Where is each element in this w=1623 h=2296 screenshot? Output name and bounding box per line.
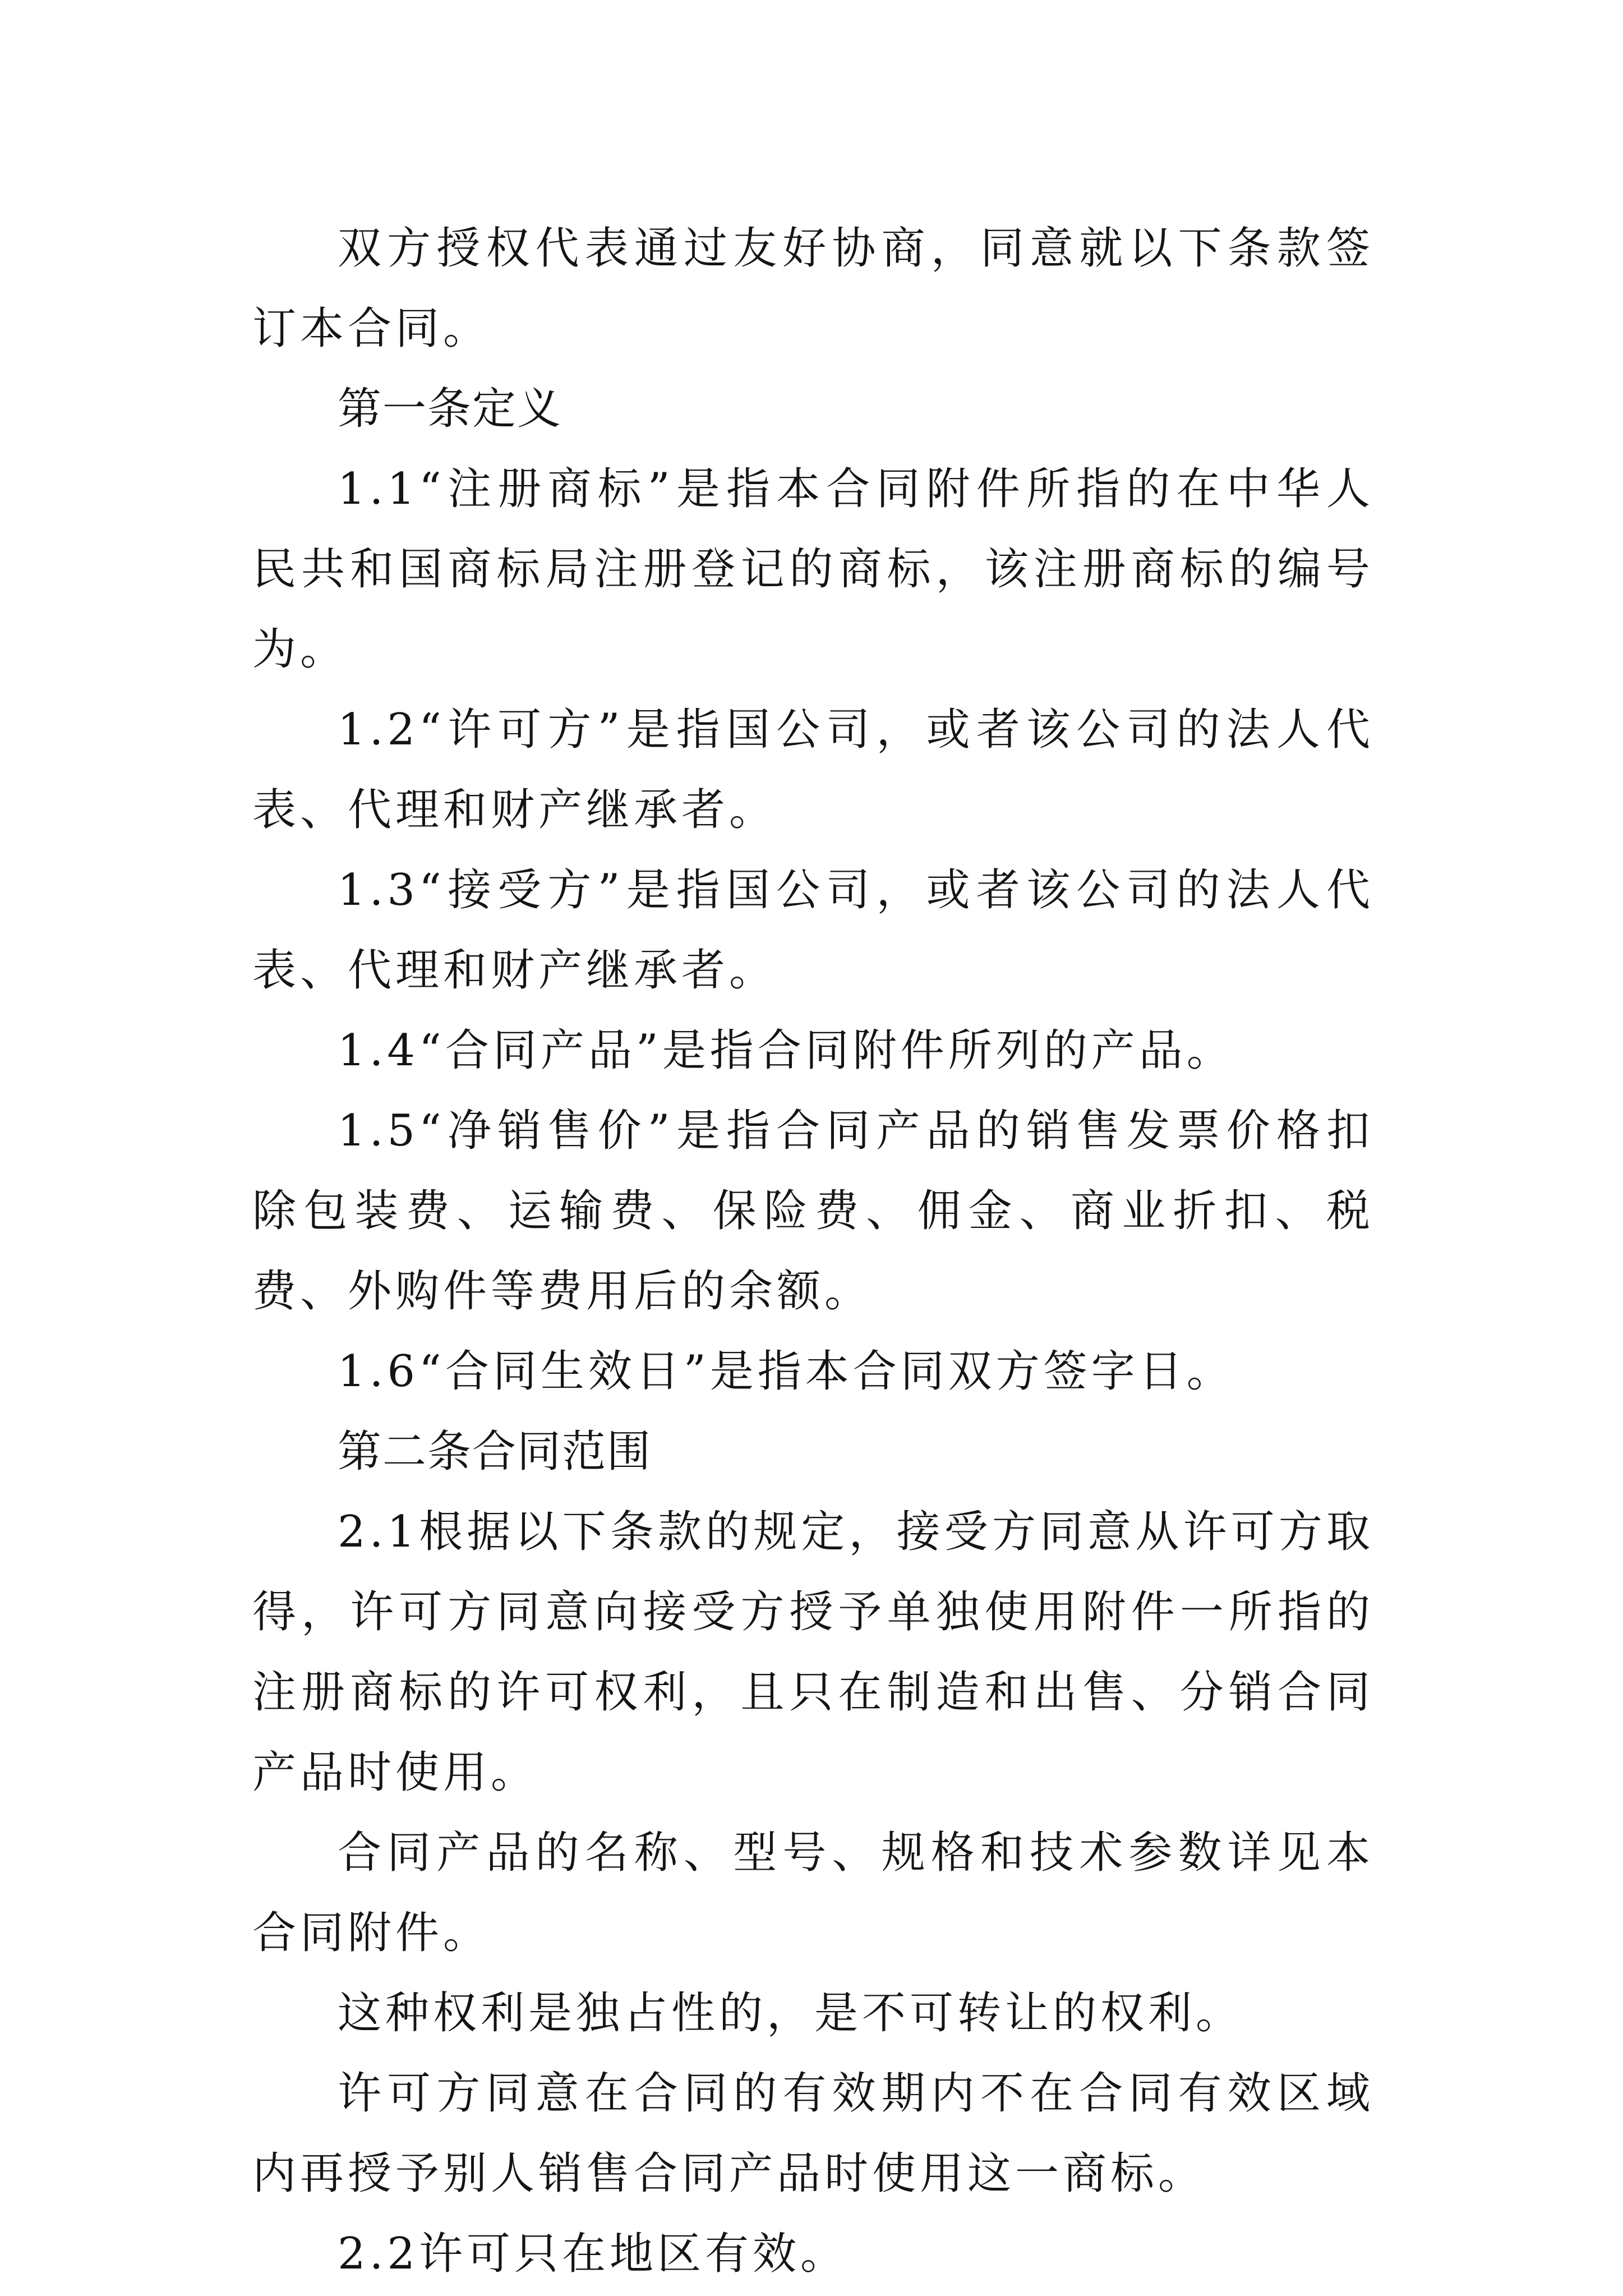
clause-2-2: 2.2许可只在地区有效。 [338,2229,849,2279]
document-body [252,209,1374,2294]
clause-1-4: 1.4“合同产品”是指合同附件所列的产品。 [338,1025,1234,1076]
clause-1-5: 1.5“净销售价”是指合同产品的销售发票价格扣除包装费、运输费、保险费、佣金、商业折扣、税费、外购件等费用后的余额。 [252,1106,1374,1317]
clause-1-1: 1.1“注册商标”是指本合同附件所指的在中华人民共和国商标局注册登记的商标，该注册商标的编号为。 [252,464,1374,675]
paragraph-exclusive-right: 这种权利是独占性的，是不可转让的权利。 [338,1988,1244,2039]
clause-1-3: 1.3“接受方”是指国公司，或者该公司的法人代表、代理和财产继承者。 [252,865,1374,996]
clause-1-2: 1.2“许可方”是指国公司，或者该公司的法人代表、代理和财产继承者。 [252,705,1374,835]
clause-2-1: 2.1根据以下条款的规定，接受方同意从许可方取得，许可方同意向接受方授予单独使用附件一所指的注册商标的许可权利，且只在制造和出售、分销合同产品时使用。 [252,1507,1374,1798]
article-2-heading: 第二条合同范围 [338,1427,652,1477]
paragraph-agreement-intro: 双方授权代表通过友好协商，同意就以下条款签订本合同。 [252,223,1374,354]
clause-1-6: 1.6“合同生效日”是指本合同双方签字日。 [338,1346,1234,1397]
paragraph-product-details: 合同产品的名称、型号、规格和技术参数详见本合同附件。 [252,1828,1374,1958]
paragraph-licensor-commitment: 许可方同意在合同的有效期内不在合同有效区域内再授予别人销售合同产品时使用这一商标。 [252,2068,1374,2199]
article-1-heading: 第一条定义 [338,384,562,434]
